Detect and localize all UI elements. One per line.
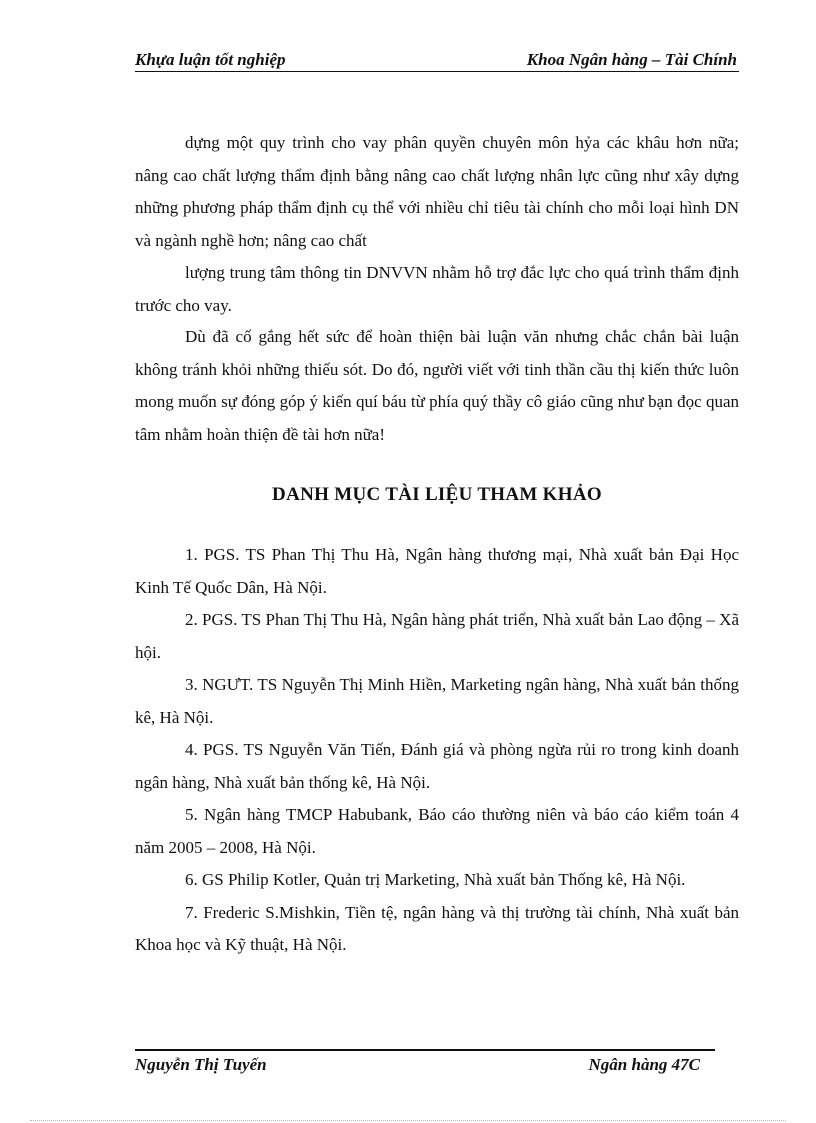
header-thesis-label: Khựa luận tốt nghiệp [135,50,286,69]
reference-item: 3. NGƯT. TS Nguyễn Thị Minh Hiền, Marketing ngân hàng, Nhà xuất bản thống kê, Hà Nội. [135,675,739,727]
reference-item: 7. Frederic S.Mishkin, Tiền tệ, ngân hàng và thị trường tài chính, Nhà xuất bản Khoa học và Kỹ thuật, Hà Nội. [135,902,739,954]
body-paragraph [135,321,739,451]
references-heading: DANH MỤC TÀI LIỆU THAM KHẢO [272,484,602,505]
paragraph-text: lượng trung tâm thông tin DNVVN nhằm hỗ trợ đắc lực cho quá trình thẩm định trước cho vay. [135,263,739,315]
body-paragraph [135,127,739,257]
reference-item: 2. PGS. TS Phan Thị Thu Hà, Ngân hàng phát triển, Nhà xuất bản Lao động – Xã hội. [135,610,739,662]
body-paragraph [135,257,739,322]
paragraph-text: Dù đã cố gắng hết sức để hoàn thiện bài luận văn nhưng chắc chắn bài luận không tránh khỏi những thiếu sót. Do đó, người viết với tinh thần cầu thị kiến thức luôn mong muốn sự đóng góp ý kiến quí báu từ phía quý thầy cô giáo cũng như bạn đọc quan tâm nhằm hoàn thiện đề tài hơn nữa! [135,327,739,444]
reference-item: 1. PGS. TS Phan Thị Thu Hà, Ngân hàng thương mại, Nhà xuất bản Đại Học Kinh Tế Quốc Dân, Hà Nội. [135,545,739,597]
references-list [135,539,739,962]
page-footer [135,1055,715,1079]
reference-item: 6. GS Philip Kotler, Quản trị Marketing, Nhà xuất bản Thống kê, Hà Nội. [185,870,686,889]
footer-author: Nguyễn Thị Tuyến [135,1055,267,1074]
reference-item: 4. PGS. TS Nguyễn Văn Tiến, Đánh giá và phòng ngừa rủi ro trong kinh doanh ngân hàng, Nhà xuất bản thống kê, Hà Nội. [135,740,739,792]
footer-divider [135,1049,715,1051]
header-divider [135,71,739,72]
header-faculty-label: Khoa Ngân hàng – Tài Chính [526,50,737,69]
reference-item: 5. Ngân hàng TMCP Habubank, Báo cáo thường niên và báo cáo kiểm toán 4 năm 2005 – 2008, Hà Nội. [135,805,739,857]
footer-class: Ngân hàng 47C [588,1055,700,1074]
paragraph-text: dựng một quy trình cho vay phân quyền chuyên môn hỷa các khâu hơn nữa; nâng cao chất lượng thẩm định bằng nâng cao chất lượng nhân lực cũng như xây dựng những phương pháp thẩm định cụ thể với nhiều chỉ tiêu tài chính cho mỗi loại hình DN và ngành nghề hơn; nâng cao chất [135,133,739,250]
page-edge-dots [30,1120,786,1121]
